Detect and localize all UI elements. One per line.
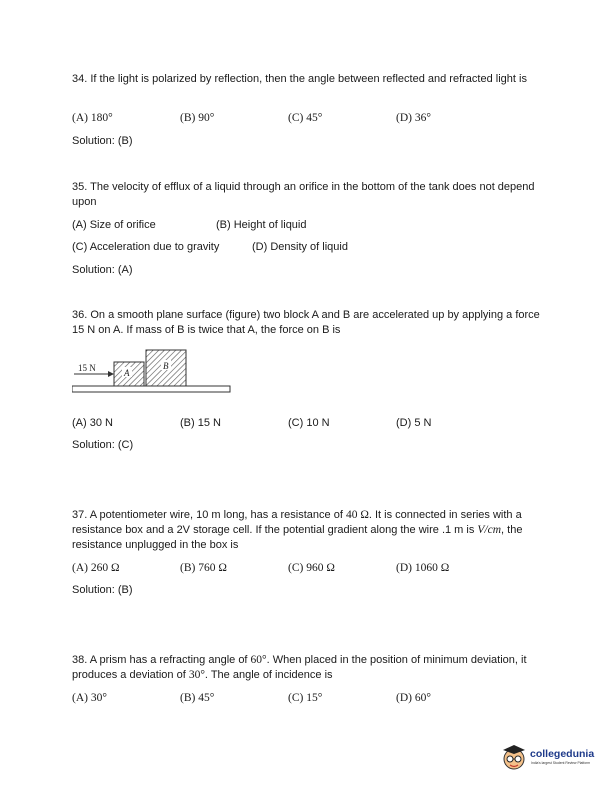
- q37-option-c: (C) 960 Ω: [288, 562, 335, 574]
- question-35-text: 35. The velocity of efflux of a liquid through an orifice in the bottom of the tank does not depend upon: [72, 181, 535, 208]
- q34-option-d: (D) 36°: [396, 112, 431, 124]
- q38-deviation: 30°: [188, 669, 205, 681]
- question-34-text: 34. If the light is polarized by reflection, then the angle between reflected and refracted light is: [72, 73, 527, 85]
- q38-option-b: (B) 45°: [180, 692, 215, 704]
- q34-option-b: (B) 90°: [180, 112, 215, 124]
- q36-option-a: (A) 30 N: [72, 417, 113, 429]
- q38-option-d: (D) 60°: [396, 692, 431, 704]
- q38-angle: 60°: [250, 654, 267, 666]
- force-label: 15 N: [78, 363, 96, 373]
- q36-option-d: (D) 5 N: [396, 417, 432, 429]
- blocks-figure: [72, 346, 232, 394]
- collegedunia-logo: [500, 740, 600, 774]
- q37-resistance: 40 Ω: [345, 509, 369, 521]
- q35-option-c: (C) Acceleration due to gravity: [72, 241, 220, 253]
- force-arrowhead: [108, 371, 114, 377]
- graduate-mascot-icon: [500, 742, 528, 772]
- q37-option-b: (B) 760 Ω: [180, 562, 227, 574]
- q35-option-d: (D) Density of liquid: [252, 241, 348, 253]
- ground-surface: [72, 386, 230, 392]
- q38-option-a: (A) 30°: [72, 692, 107, 704]
- question-38-text: 38. A prism has a refracting angle of 60°. When placed in the position of minimum deviation, it produces a deviation of 30°. The angle of incidence is: [72, 654, 527, 681]
- q34-option-a: (A) 180°: [72, 112, 113, 124]
- q36-option-c: (C) 10 N: [288, 417, 330, 429]
- q38-option-c: (C) 15°: [288, 692, 323, 704]
- q37-option-d: (D) 1060 Ω: [396, 562, 450, 574]
- q37-unit: V/cm: [477, 524, 502, 536]
- q35-solution: Solution: (A): [72, 264, 133, 276]
- logo-wordmark: collegedunia: [530, 748, 595, 760]
- q34-option-c: (C) 45°: [288, 112, 323, 124]
- q37-option-a: (A) 260 Ω: [72, 562, 120, 574]
- logo-tagline: India's largest Student Review Platform: [531, 761, 591, 765]
- block-b-label: B: [163, 361, 169, 371]
- q37-solution: Solution: (B): [72, 584, 133, 596]
- q36-solution: Solution: (C): [72, 439, 134, 451]
- q35-option-a: (A) Size of orifice: [72, 219, 156, 231]
- q35-option-b: (B) Height of liquid: [216, 219, 307, 231]
- question-37-text: 37. A potentiometer wire, 10 m long, has a resistance of 40 Ω. It is connected in series with a resistance box and a 2V storage cell. If the potential gradient along the wire .1 m is V/cm, the resistance unplugged in the box is: [72, 509, 523, 551]
- q34-solution: Solution: (B): [72, 135, 133, 147]
- block-a-label: A: [124, 368, 130, 378]
- question-36-text: 36. On a smooth plane surface (figure) two block A and B are accelerated up by applying a force 15 N on A. If mass of B is twice that A, the force on B is: [72, 309, 540, 336]
- q36-option-b: (B) 15 N: [180, 417, 221, 429]
